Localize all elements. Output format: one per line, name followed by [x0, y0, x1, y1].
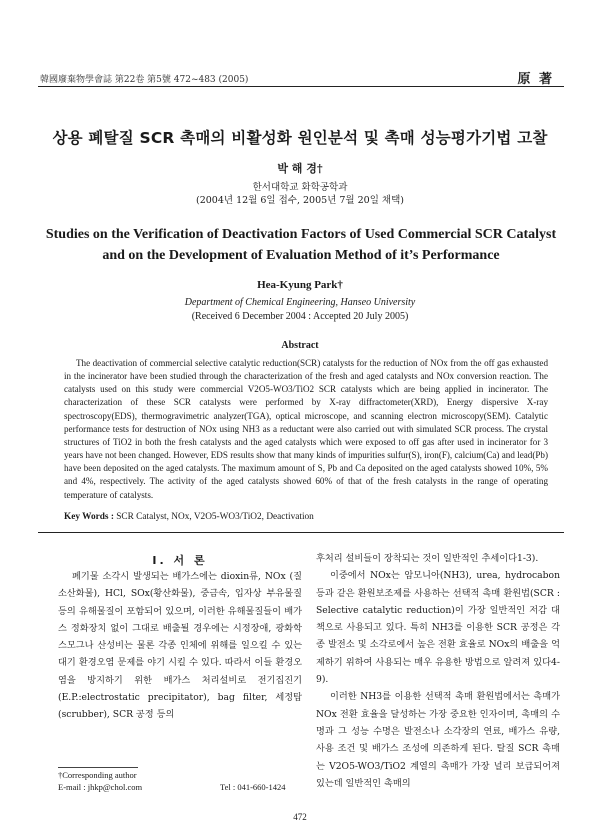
section-heading: I. 서 론 [152, 554, 208, 567]
keywords-value: SCR Catalyst, NOx, V2O5-WO3/TiO2, Deactivation [116, 512, 314, 522]
left-column [58, 568, 302, 724]
keywords-label: Key Words : [64, 512, 114, 522]
abstract-heading: Abstract [281, 340, 319, 351]
article-type-label: 原 著 [517, 72, 554, 87]
footnote-rule [58, 767, 138, 768]
page-number: 472 [293, 812, 307, 822]
right-paragraph: 이러한 NH3를 이용한 선택적 촉매 환원법에서는 촉매가 NOx 전환 효율을 달성하는 가장 중요한 인자이며, 촉매의 수명과 그 성능 수명은 발전소나 소각장의 연료, 배가스 유량, 사용 조건 및 배가스 조성에 의존하게 된다. 탈질 SCR 촉매는 V2O5-WO3/TiO2 계열의 촉매가 가장 널리 보급되어져 있는데 일반적인 촉매의 [316, 691, 560, 789]
received-dates: (Received 6 December 2004 : Accepted 20 July 2005) [191, 311, 409, 322]
left-paragraph: 폐기물 소각시 발생되는 배가스에는 dioxin류, NOx (질소산화물), HCl, SOx(황산화물), 중금속, 입자상 부유물질 등의 유해물질이 포함되어 있으며, 이러한 유해물질들이 배가스 정화장치 없이 그대로 배출될 경우에는 시정장애, 광화학 스모그나 산성비는 물론 각종 인체에 위해를 일으킬 수 있는 대기 환경오염 문제를 야기 시킬 수 있다. 따라서 이들 환경오염을 방지하기 위한 배가스 처리설비로 전기집진기(E.P.:electrostatic precipitator), bag filter, 세정탑(scrubber), SCR 공정 등의 [58, 571, 302, 721]
korean-affiliation: 한서대학교 화학공학과 [252, 182, 348, 193]
footnote-email: E-mail : jhkp@chol.com [58, 782, 143, 792]
header-rule [38, 86, 564, 87]
korean-author: 박 해 경† [277, 162, 323, 175]
footnote-tel: Tel : 041-660-1424 [220, 782, 286, 792]
footnote-corresponding: †Corresponding author [58, 770, 137, 780]
right-paragraph: 후처리 설비들이 장착되는 것이 일반적인 추세이다1-3). [316, 553, 539, 564]
korean-dates: (2004년 12월 6일 접수, 2005년 7월 20일 채택) [196, 195, 404, 206]
section-rule [38, 532, 564, 533]
right-column [316, 550, 560, 792]
english-department: Department of Chemical Engineering, Hanseo University [184, 297, 416, 308]
english-author: Hea-Kyung Park† [257, 279, 343, 291]
english-title: Studies on the Verification of Deactivation Factors of Used Commercial SCR Catalyst and on the Development of Evaluation Method of it’s Performance [45, 227, 557, 263]
abstract-text: The deactivation of commercial selective catalytic reduction(SCR) catalysts for the reduction of NOx from the off gas exhausted in the incinerator have been studied through the characterization of the fresh and aged catalysts and NOx conversion reaction. The catalysts used on this study were commercial V2O5-WO3/TiO2 SCR catalysts which are being applied in incinerator. The characterization of these SCR catalysts were performed by X-ray diffractometer(XRD), Energy dispersive X-ray spectroscopy(EDS), thermogravimetric analyzer(TGA), optical microscope, and scanning electron microscopy(SEM). Catalytic performance tests for destruction of NOx using NH3 as a reductant were also carried out with simulated SCR process. The crystal structures of TiO2 in both the fresh catalysts and the aged catalysts which were exposed to off gas after used in incinerator for 3 years have not been changed. However, EDS results show that many kinds of impurities sulfur(S), iron(F), calcium(Ca) and lead(Pb) have been deposited on the aged catalysts. The maximum amount of S, Pb and Ca deposited on the aged catalysts showed 10%, 5% and 4%, respectively. The activity of the aged catalysts showed 60% of that of the fresh catalysts in the range of operating temperature of catalysts. [64, 358, 548, 500]
journal-header: 韓國廢棄物學會誌 第22卷 第5號 472~483 (2005) [40, 75, 249, 85]
keywords [64, 512, 548, 522]
right-paragraph: 이중에서 NOx는 암모니아(NH3), urea, hydrocabon 등과 같은 환원보조제를 사용하는 선택적 촉매 환원법(SCR : Selective catalytic reduction)이 가장 일반적인 저감 대책으로 사용되고 있다. 특히 NH3를 이용한 SCR 공정은 각종 발전소 및 소각로에서 높은 전환 효율로 NOx의 배출을 억제하기 위하여 사용되는 매우 유용한 방법으로 알려져 있다4-9). [316, 570, 560, 686]
korean-title: 상용 폐탈질 SCR 촉매의 비활성화 원인분석 및 촉매 성능평가기법 고찰 [52, 129, 548, 147]
